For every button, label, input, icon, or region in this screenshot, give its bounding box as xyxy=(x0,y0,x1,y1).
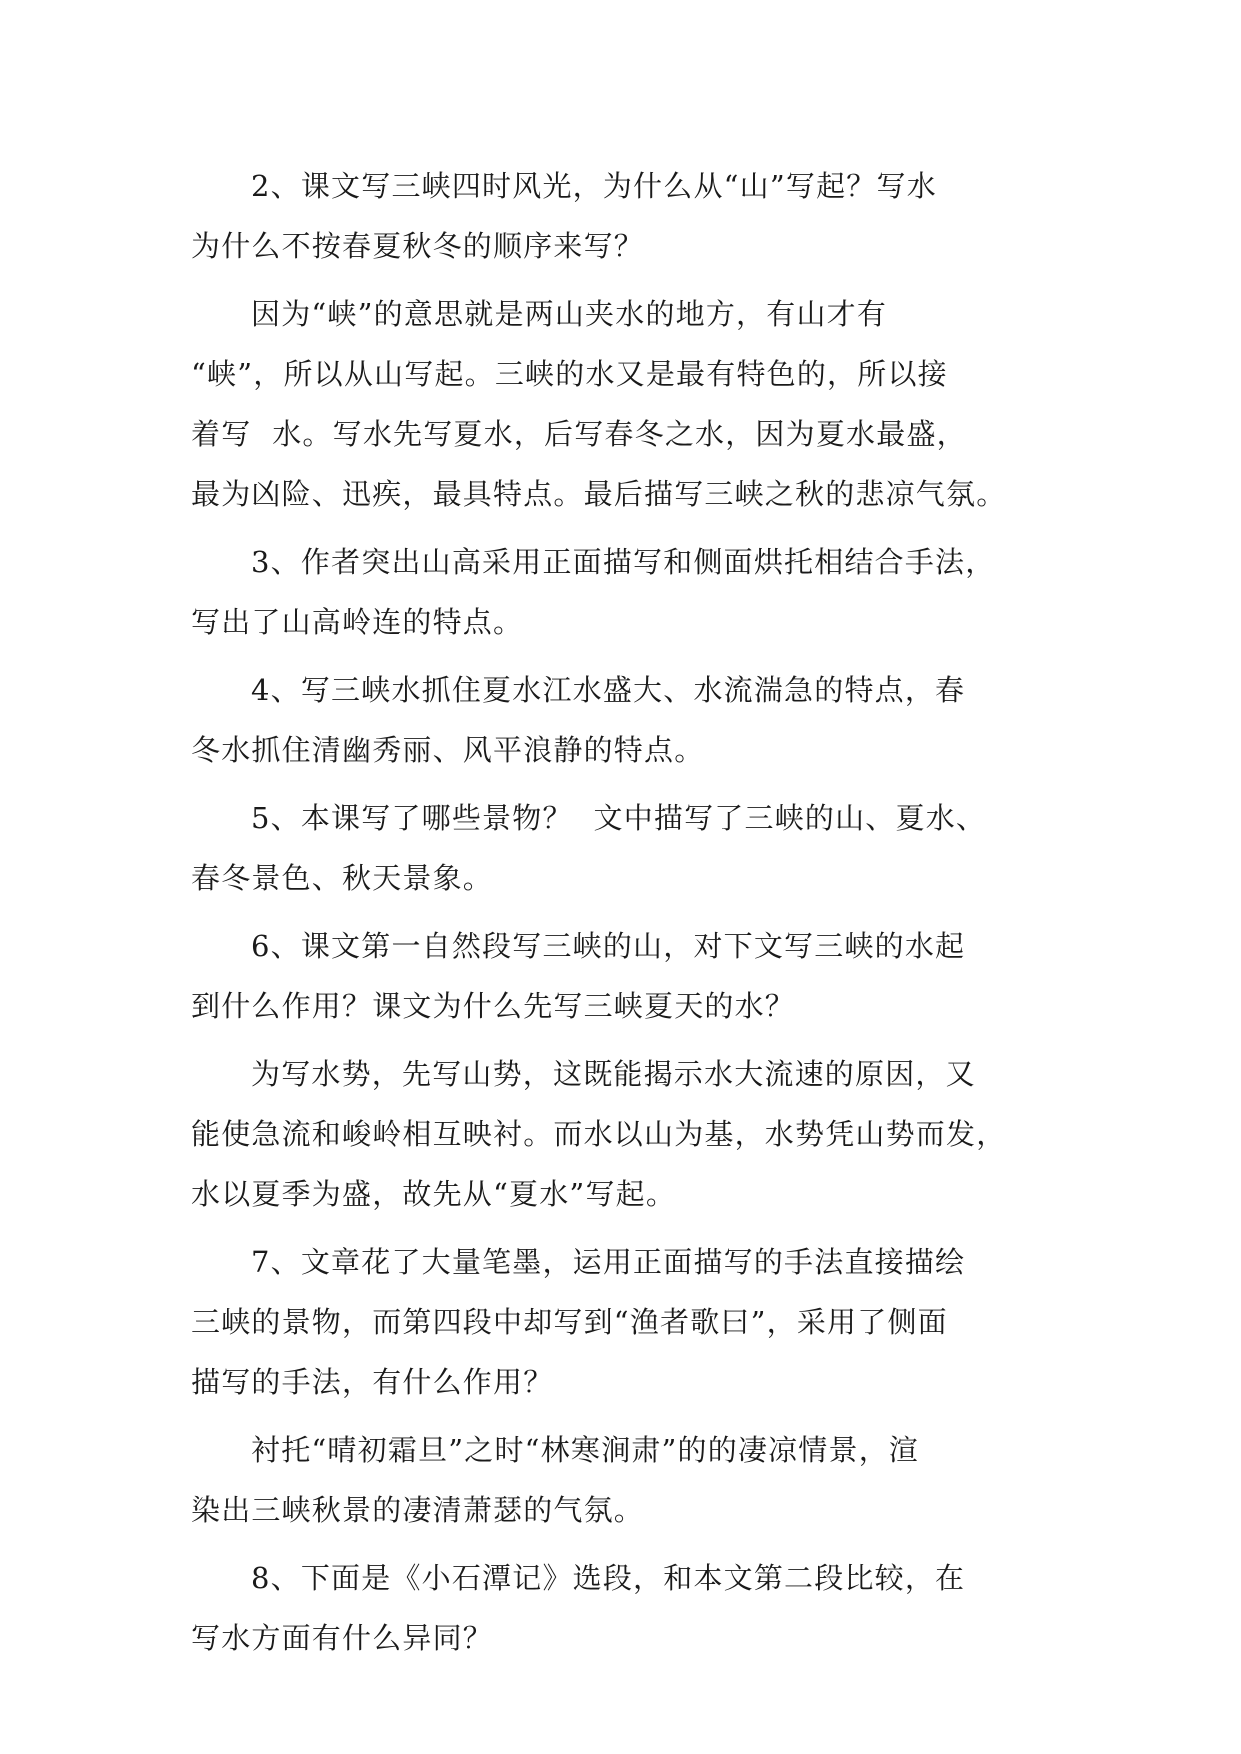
text-line: 三峡的景物，而第四段中却写到“渔者歌曰”，采用了侧面 xyxy=(191,1305,948,1339)
text-line: 因为“峡”的意思就是两山夹水的地方，有山才有 xyxy=(251,297,888,331)
text-line: 到什么作用？课文为什么先写三峡夏天的水？ xyxy=(191,989,796,1023)
text-line: 着写 水。写水先写夏水，后写春冬之水，因为夏水最盛， xyxy=(191,417,967,451)
text-line: 6、课文第一自然段写三峡的山，对下文写三峡的水起 xyxy=(251,929,966,963)
question-2 xyxy=(191,156,1051,276)
text-line: 2、课文写三峡四时风光，为什么从“山”写起？写水 xyxy=(251,169,937,203)
text-line: 最为凶险、迅疾，最具特点。最后描写三峡之秋的悲凉气氛。 xyxy=(191,477,1007,511)
text-line: 3、作者突出山高采用正面描写和侧面烘托相结合手法， xyxy=(251,545,996,579)
text-line: 8、下面是《小石潭记》选段，和本文第二段比较，在 xyxy=(251,1561,966,1595)
text-line: 写水方面有什么异同？ xyxy=(191,1621,494,1655)
question-8 xyxy=(191,1548,1051,1668)
text-line: 描写的手法，有什么作用？ xyxy=(191,1365,554,1399)
text-line: 为什么不按春夏秋冬的顺序来写？ xyxy=(191,229,645,263)
text-line: 7、文章花了大量笔墨，运用正面描写的手法直接描绘 xyxy=(251,1245,966,1279)
text-line: 染出三峡秋景的凄清萧瑟的气氛。 xyxy=(191,1493,645,1527)
answer-2 xyxy=(191,284,1051,524)
text-line: 春冬景色、秋天景象。 xyxy=(191,861,494,895)
question-3 xyxy=(191,532,1051,652)
text-line: 4、写三峡水抓住夏水江水盛大、水流湍急的特点，春 xyxy=(251,673,966,707)
answer-6 xyxy=(191,1044,1051,1224)
text-line: 写出了山高岭连的特点。 xyxy=(191,605,524,639)
question-7 xyxy=(191,1232,1051,1412)
text-line: 水以夏季为盛，故先从“夏水”写起。 xyxy=(191,1177,677,1211)
question-5 xyxy=(191,788,1051,908)
text-line: 冬水抓住清幽秀丽、风平浪静的特点。 xyxy=(191,733,705,767)
document-body xyxy=(191,156,1051,1676)
text-line: 5、本课写了哪些景物？ 文中描写了三峡的山、夏水、 xyxy=(251,801,987,835)
text-line: “峡”，所以从山写起。三峡的水又是最有特色的，所以接 xyxy=(191,357,948,391)
text-line: 能使急流和峻岭相互映衬。而水以山为基，水势凭山势而发， xyxy=(191,1117,1007,1151)
question-6 xyxy=(191,916,1051,1036)
question-4 xyxy=(191,660,1051,780)
answer-7 xyxy=(191,1420,1051,1540)
text-line: 为写水势，先写山势，这既能揭示水大流速的原因，又 xyxy=(251,1057,976,1091)
text-line: 衬托“晴初霜旦”之时“林寒涧肃”的的凄凉情景，渲 xyxy=(251,1433,920,1467)
